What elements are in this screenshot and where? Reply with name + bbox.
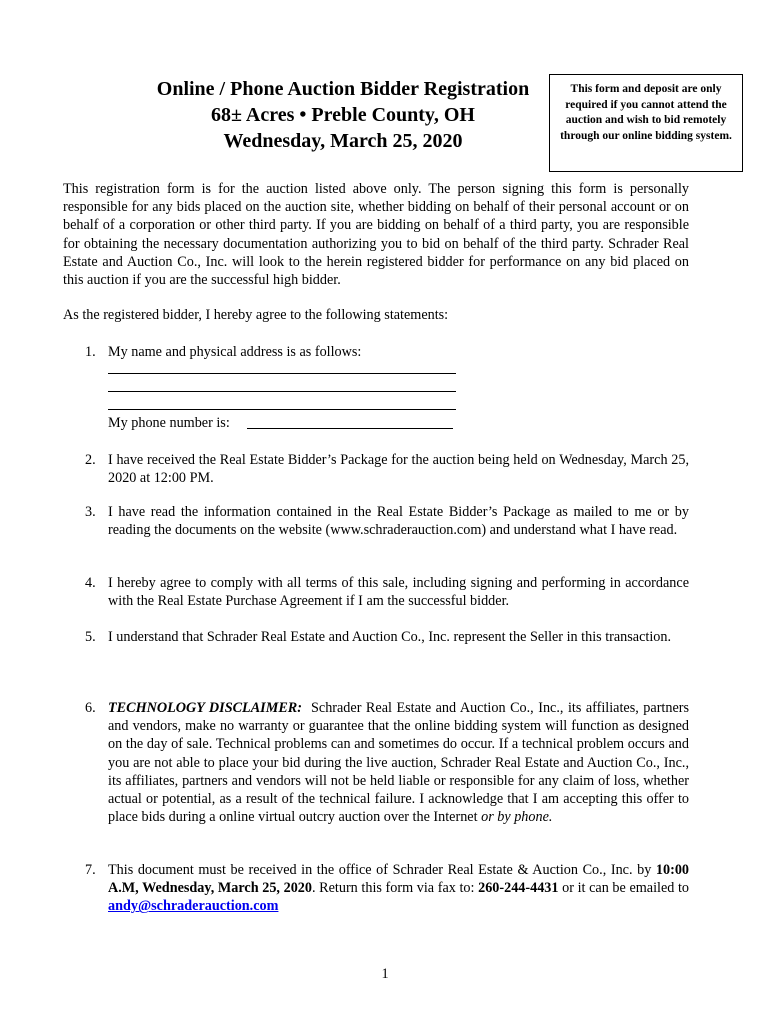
- submission-text-c: or it can be emailed to: [562, 880, 690, 897]
- phone-number-line[interactable]: [247, 428, 453, 429]
- statement-3: [63, 503, 689, 539]
- statement-text: I hereby agree to comply with all terms of this sale, including signing and performing in accordance with the Real Estate Purchase Agreement if I am the successful bidder.: [108, 575, 689, 610]
- statement-2: [63, 451, 689, 487]
- statement-text: I have read the information contained in the Real Estate Bidder’s Package as mailed to me or by reading the documents on the website (www.schraderauction.com) and understand what I have read.: [108, 504, 689, 539]
- deposit-notice-text: This form and deposit are only required if you cannot attend the auction and wish to bid remotely through our online bidding system.: [560, 83, 732, 142]
- title-line-2: 68± Acres • Preble County, OH: [211, 104, 475, 126]
- disclaimer-heading: TECHNOLOGY DISCLAIMER:: [108, 700, 302, 716]
- deadline: 10:00 A.M, Wednesday, March 25, 2020: [108, 862, 690, 897]
- statement-5: [63, 628, 689, 646]
- disclaimer-text: Schrader Real Estate and Auction Co., Inc., its affiliates, partners and vendors, make no warranty or guarantee that the online bidding system will function as designed on the day of sale. Technical problems can and sometimes do occur. If a technical problem occurs and you are not able to place your bid during the live auction, Schrader Real Estate and Auction Co., Inc., its affiliates, partners and vendors will not be held liable or responsible for any claim of loss, whether actual or potential, as a result of the technical failure. I acknowledge that I am accepting this offer to place bids during a online virtual outcry auction over the Internet: [108, 700, 689, 826]
- statement-text: I have received the Real Estate Bidder’s Package for the auction being held on Wednesday, March 25, 2020 at 12:00 PM.: [108, 452, 689, 487]
- statement-text: My name and physical address is as follows:: [108, 344, 362, 360]
- statement-number: 3.: [85, 504, 96, 520]
- phone-row: [63, 414, 689, 432]
- statement-number: 6.: [85, 700, 96, 716]
- agree-statement: As the registered bidder, I hereby agree to the following statements:: [63, 307, 449, 323]
- statement-6: [63, 699, 689, 826]
- name-address-line-3[interactable]: [108, 409, 456, 410]
- fax-number: 260-244-4431: [478, 880, 559, 897]
- page-number: 1: [381, 966, 389, 982]
- deposit-notice-box: [549, 74, 743, 172]
- submission-text-a: This document must be received in the office of Schrader Real Estate & Auction Co., Inc. by: [108, 862, 652, 878]
- email-link[interactable]: andy@schraderauction.com: [108, 898, 279, 915]
- statement-1: [63, 343, 689, 361]
- form-title: [118, 76, 568, 154]
- disclaimer-tail: or by phone.: [481, 809, 553, 826]
- statement-text: I understand that Schrader Real Estate and Auction Co., Inc. represent the Seller in this transaction.: [108, 629, 671, 645]
- statement-number: 2.: [85, 452, 96, 468]
- submission-instructions: [108, 861, 689, 916]
- statement-number: 4.: [85, 575, 96, 591]
- submission-text-b: . Return this form via fax to:: [311, 880, 475, 897]
- statement-number: 5.: [85, 629, 96, 645]
- name-address-line-2[interactable]: [108, 391, 456, 392]
- intro-paragraph: This registration form is for the auction listed above only. The person signing this form is personally responsible for any bids placed on the auction site, whether bidding on behalf of their personal account or on behalf of a corporation or other third party. If you are bidding on behalf of a third party, you are responsible for obtaining the necessary documentation authorizing you to bid on behalf of the third party. Schrader Real Estate and Auction Co., Inc. will look to the herein registered bidder for performance on any bid placed on this auction if you are the successful high bidder.: [63, 181, 689, 289]
- statement-4: [63, 574, 689, 610]
- title-line-3: Wednesday, March 25, 2020: [223, 130, 463, 152]
- statement-number: 1.: [85, 344, 96, 360]
- statement-number: 7.: [85, 862, 96, 878]
- phone-label: My phone number is:: [108, 415, 230, 431]
- name-address-line-1[interactable]: [108, 373, 456, 374]
- technology-disclaimer: [108, 699, 689, 826]
- title-line-1: Online / Phone Auction Bidder Registration: [156, 78, 530, 100]
- statement-7: [63, 861, 689, 916]
